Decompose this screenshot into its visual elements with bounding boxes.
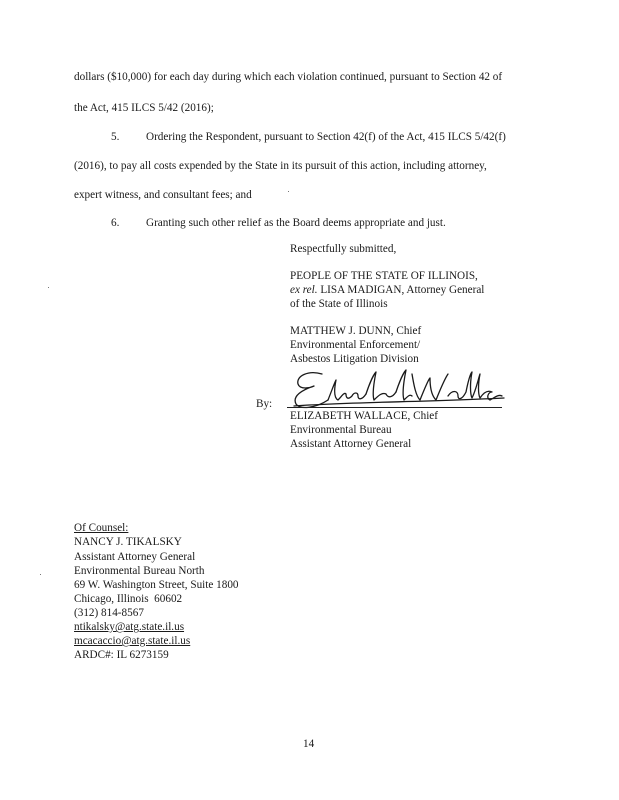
- counsel-street: 69 W. Washington Street, Suite 1800: [74, 579, 239, 591]
- scan-speck: [40, 574, 41, 575]
- signer-line-1: ELIZABETH WALLACE, Chief: [290, 410, 438, 422]
- party-line-1: PEOPLE OF THE STATE OF ILLINOIS,: [290, 270, 478, 282]
- ex-rel: ex rel.: [290, 284, 318, 296]
- counsel-email-1[interactable]: ntikalsky@atg.state.il.us: [74, 621, 185, 633]
- chief-line-3: Asbestos Litigation Division: [290, 353, 419, 365]
- page-number: 14: [303, 738, 315, 750]
- body-line-2: the Act, 415 ILCS 5/42 (2016);: [74, 102, 214, 114]
- counsel-email-2[interactable]: mcacaccio@atg.state.il.us: [74, 635, 191, 647]
- signer-line-3: Assistant Attorney General: [290, 438, 412, 450]
- counsel-city: Chicago, Illinois 60602: [74, 593, 183, 605]
- party-line-2: [290, 283, 484, 297]
- item-5-line-3: expert witness, and consultant fees; and: [74, 189, 252, 201]
- scan-speck: [288, 191, 289, 192]
- signer-line-2: Environmental Bureau: [290, 424, 392, 436]
- item-6-number: 6.: [111, 217, 120, 229]
- item-6-line-1: Granting such other relief as the Board deems appropriate and just.: [146, 217, 446, 229]
- chief-line-1: MATTHEW J. DUNN, Chief: [290, 325, 422, 337]
- item-5-line-2: (2016), to pay all costs expended by the State in its pursuit of this action, including attorney,: [74, 160, 487, 172]
- by-label: By:: [256, 398, 273, 410]
- party-line-3: of the State of Illinois: [290, 298, 388, 310]
- scan-speck: [48, 287, 49, 288]
- signature-line: [287, 407, 502, 408]
- counsel-ardc: ARDC#: IL 6273159: [74, 649, 169, 661]
- counsel-name: NANCY J. TIKALSKY: [74, 536, 182, 548]
- closing: Respectfully submitted,: [290, 243, 397, 255]
- handwritten-signature: [288, 366, 508, 412]
- counsel-title: Assistant Attorney General: [74, 551, 196, 563]
- item-5-number: 5.: [111, 131, 120, 143]
- body-line-1: dollars ($10,000) for each day during which each violation continued, pursuant to Section 42 of: [74, 71, 503, 83]
- attorney-general: LISA MADIGAN, Attorney General: [320, 284, 485, 296]
- counsel-heading: Of Counsel:: [74, 522, 129, 534]
- counsel-bureau: Environmental Bureau North: [74, 565, 205, 577]
- item-5-line-1: Ordering the Respondent, pursuant to Section 42(f) of the Act, 415 ILCS 5/42(f): [146, 131, 506, 143]
- counsel-phone: (312) 814-8567: [74, 607, 144, 619]
- chief-line-2: Environmental Enforcement/: [290, 339, 421, 351]
